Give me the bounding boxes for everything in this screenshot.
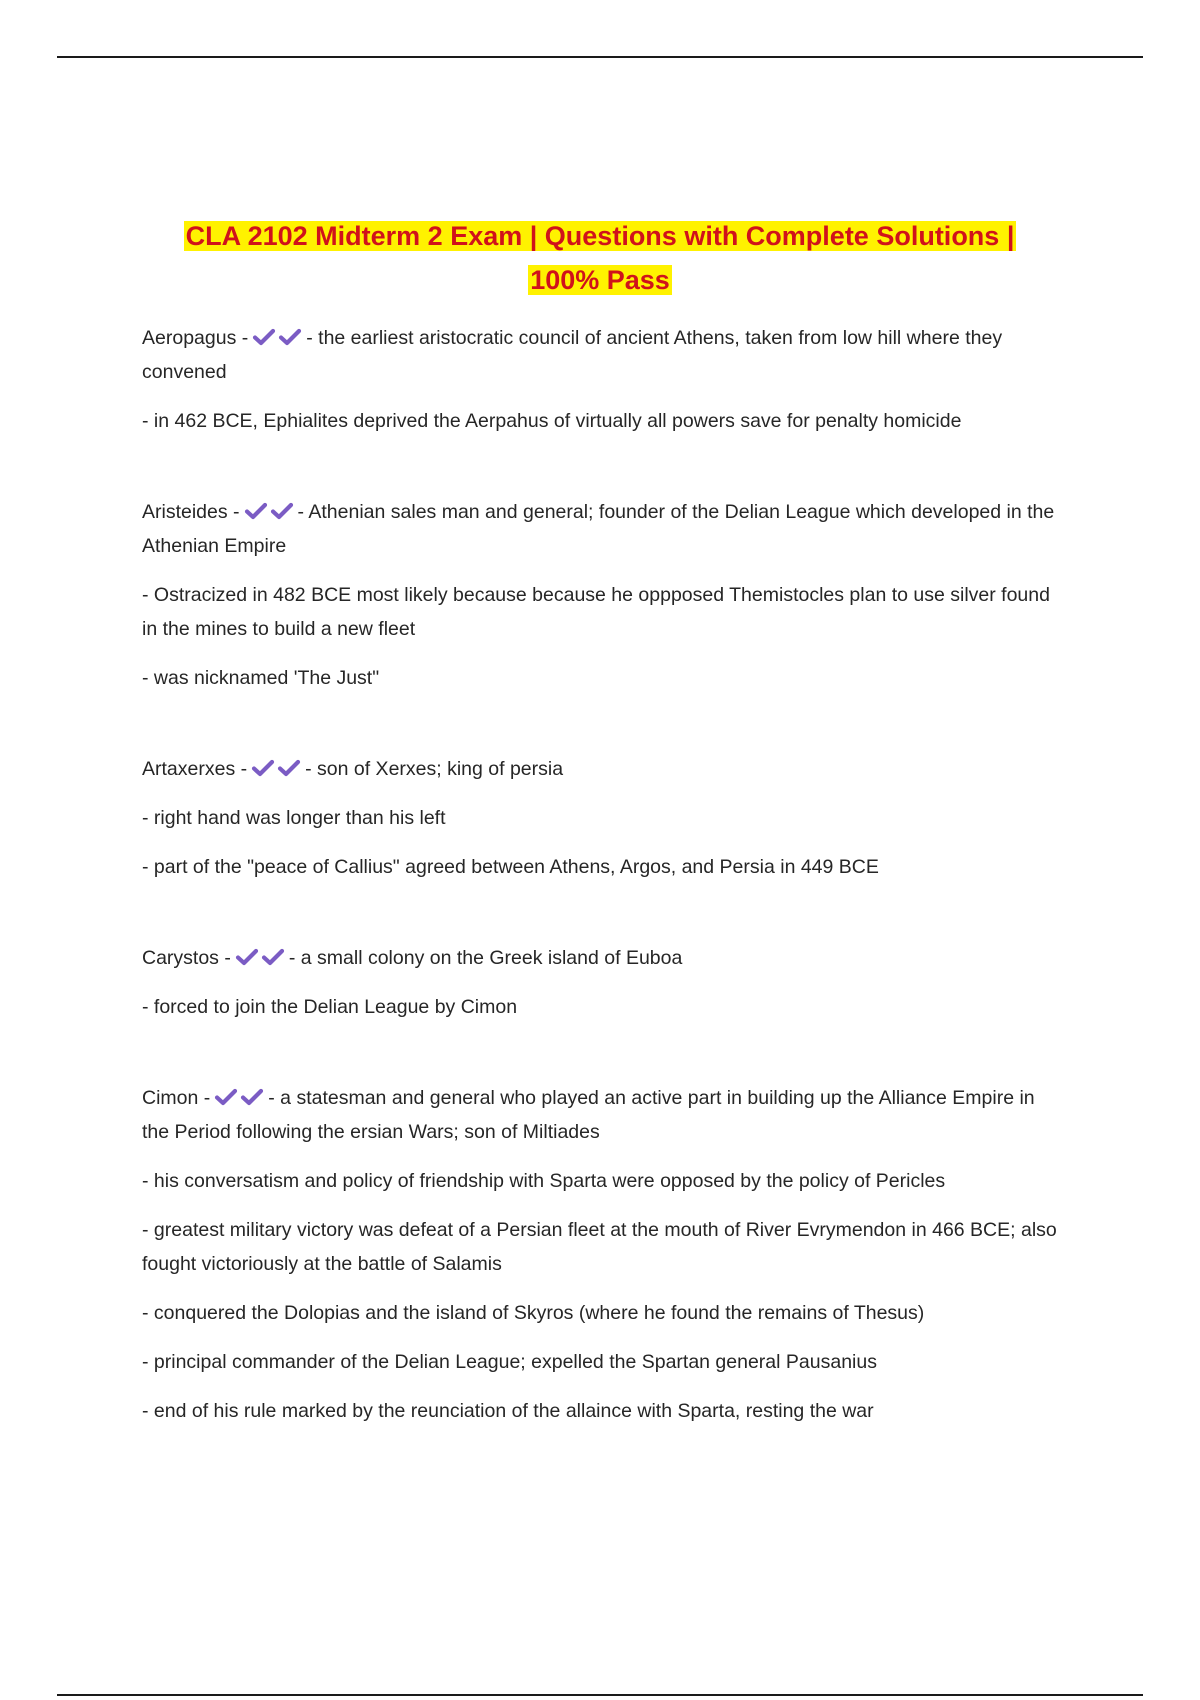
checkmark-icon bbox=[269, 501, 295, 521]
title-line-2: 100% Pass bbox=[530, 265, 670, 295]
entry-note: - principal commander of the Delian League; expelled the Spartan general Pausanius bbox=[142, 1351, 877, 1373]
flashcard-entry bbox=[142, 495, 1062, 695]
entry-definition-line bbox=[142, 321, 1062, 389]
checkmark-icon bbox=[250, 758, 276, 778]
entry-note: - end of his rule marked by the reunciation of the allaince with Sparta, resting the war bbox=[142, 1400, 874, 1422]
checkmark-icon bbox=[243, 501, 269, 521]
entry-note: - greatest military victory was defeat of a Persian fleet at the mouth of River Evrymendon in 466 BCE; also fought victoriously at the battle of Salamis bbox=[142, 1219, 1057, 1275]
document-title bbox=[150, 214, 1050, 302]
checkmark-icon bbox=[276, 758, 302, 778]
entry-term: Cimon - bbox=[142, 1087, 211, 1109]
checkmarks bbox=[213, 1081, 265, 1115]
entry-note: - Ostracized in 482 BCE most likely because because he oppposed Themistocles plan to use silver found in the mines to build a new fleet bbox=[142, 584, 1050, 640]
flashcard-entry bbox=[142, 321, 1062, 438]
checkmark-icon bbox=[213, 1087, 239, 1107]
entry-note: - forced to join the Delian League by Cimon bbox=[142, 996, 518, 1018]
checkmarks bbox=[234, 941, 286, 975]
entry-note: - was nicknamed 'The Just" bbox=[142, 667, 380, 689]
checkmarks bbox=[251, 321, 303, 355]
entry-definition-line bbox=[142, 495, 1062, 563]
entry-term: Aristeides - bbox=[142, 501, 240, 523]
title-line-1: CLA 2102 Midterm 2 Exam | Questions with Complete Solutions | bbox=[185, 221, 1015, 251]
flashcard-entry bbox=[142, 752, 1062, 884]
entry-note: - conquered the Dolopias and the island of Skyros (where he found the remains of Thesus) bbox=[142, 1302, 925, 1324]
entry-note: - his conversatism and policy of friendship with Sparta were opposed by the policy of Pericles bbox=[142, 1170, 946, 1192]
checkmarks bbox=[250, 752, 302, 786]
checkmark-icon bbox=[277, 327, 303, 347]
entry-definition: - a small colony on the Greek island of Euboa bbox=[288, 947, 683, 969]
entry-definition: - son of Xerxes; king of persia bbox=[305, 758, 564, 780]
checkmark-icon bbox=[251, 327, 277, 347]
entry-definition-line bbox=[142, 941, 1062, 975]
entry-note: - right hand was longer than his left bbox=[142, 807, 446, 829]
checkmark-icon bbox=[239, 1087, 265, 1107]
checkmarks bbox=[243, 495, 295, 529]
entry-definition: - Athenian sales man and general; founder of the Delian League which developed in the Athenian Empire bbox=[142, 501, 1055, 557]
flashcard-entry bbox=[142, 941, 1062, 1024]
footer-rule bbox=[57, 1694, 1143, 1696]
entry-definition: - a statesman and general who played an active part in building up the Alliance Empire in the Period following the ersian Wars; son of Miltiades bbox=[142, 1087, 1035, 1143]
header-rule bbox=[57, 56, 1143, 58]
entry-definition: - the earliest aristocratic council of ancient Athens, taken from low hill where they convened bbox=[142, 327, 1003, 383]
entry-definition-line bbox=[142, 752, 1062, 786]
entry-note: - part of the "peace of Callius" agreed between Athens, Argos, and Persia in 449 BCE bbox=[142, 856, 879, 878]
entry-term: Aeropagus - bbox=[142, 327, 249, 349]
entry-term: Carystos - bbox=[142, 947, 231, 969]
entry-definition-line bbox=[142, 1081, 1062, 1149]
checkmark-icon bbox=[234, 947, 260, 967]
flashcard-entry bbox=[142, 1081, 1062, 1428]
checkmark-icon bbox=[260, 947, 286, 967]
flashcard-list bbox=[142, 321, 1062, 1428]
entry-term: Artaxerxes - bbox=[142, 758, 248, 780]
entry-note: - in 462 BCE, Ephialites deprived the Aerpahus of virtually all powers save for penalty homicide bbox=[142, 410, 962, 432]
